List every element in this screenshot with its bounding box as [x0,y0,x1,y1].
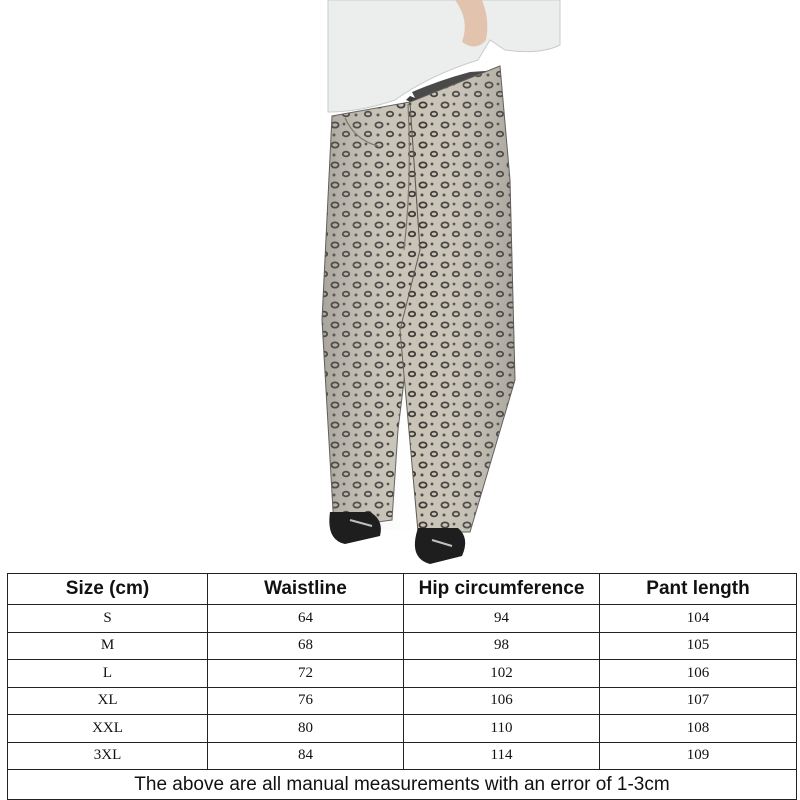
cell-size: S [8,605,208,633]
table-row [8,715,797,743]
cell-length: 105 [600,632,797,660]
cell-hip: 114 [404,742,600,770]
measurement-note: The above are all manual measurements with an error of 1-3cm [8,770,797,800]
header-waistline: Waistline [208,574,404,605]
header-size: Size (cm) [8,574,208,605]
cell-length: 109 [600,742,797,770]
cell-hip: 98 [404,632,600,660]
cell-waistline: 76 [208,687,404,715]
cell-hip: 106 [404,687,600,715]
table-header-row [8,574,797,605]
table-row [8,660,797,688]
cell-hip: 110 [404,715,600,743]
header-hip-circumference: Hip circumference [404,574,600,605]
cell-length: 104 [600,605,797,633]
cell-hip: 94 [404,605,600,633]
cell-waistline: 72 [208,660,404,688]
table-row [8,687,797,715]
cell-size: XXL [8,715,208,743]
header-pant-length: Pant length [600,574,797,605]
cell-length: 107 [600,687,797,715]
table-note-row [8,770,797,800]
cell-hip: 102 [404,660,600,688]
cell-waistline: 80 [208,715,404,743]
cell-waistline: 84 [208,742,404,770]
cell-size: M [8,632,208,660]
cell-size: L [8,660,208,688]
table-row [8,632,797,660]
table-row [8,742,797,770]
size-chart-table [7,573,797,800]
cell-waistline: 68 [208,632,404,660]
cell-length: 106 [600,660,797,688]
cell-waistline: 64 [208,605,404,633]
cell-size: XL [8,687,208,715]
cell-length: 108 [600,715,797,743]
cell-size: 3XL [8,742,208,770]
table-row [8,605,797,633]
